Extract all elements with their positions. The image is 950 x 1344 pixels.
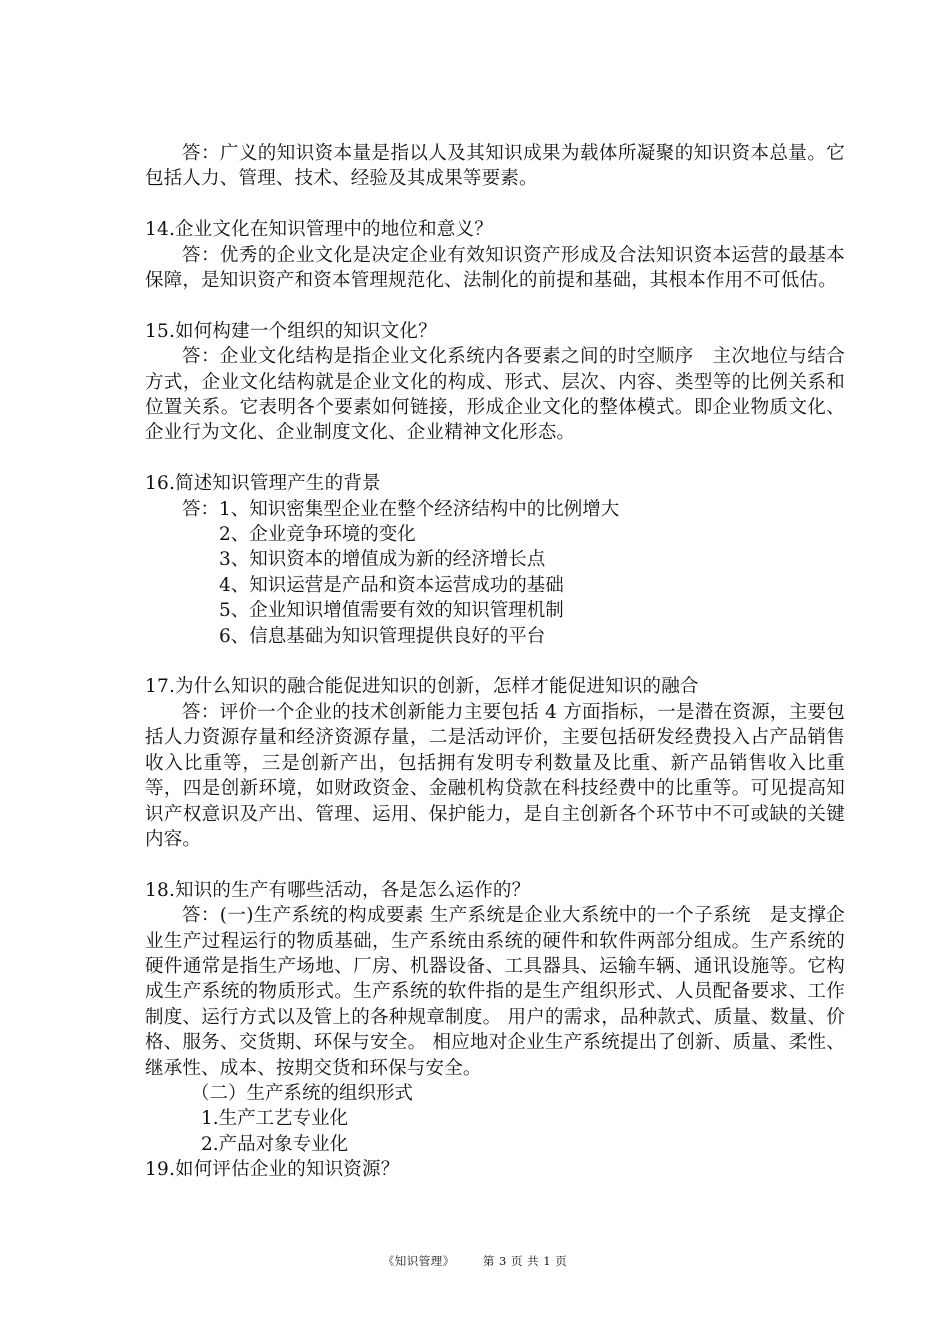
answer-17: 答：评价一个企业的技术创新能力主要包括 4 方面指标，一是潜在资源，主要包括人力资源存量和经济资源存量，二是活动评价，主要包括研发经费投入占产品销售收入比重等，三是创新产出，包括拥有发明专利数量及比重、新产品销售收入比重等，四是创新环境，如财政资金、金融机构贷款在科技经费中的比重等。可见提高知识产权意识及产出、管理、运用、保护能力，是自主创新各个环节中不可或缺的关键内容。 bbox=[145, 701, 845, 850]
question-18: 18.知识的生产有哪些活动，各是怎么运作的？ bbox=[145, 879, 531, 901]
spacer bbox=[145, 293, 845, 318]
answer-14: 答：优秀的企业文化是决定企业有效知识资产形成及合法知识资本运营的最基本保障，是知识资产和资本管理规范化、法制化的前提和基础，其根本作用不可低估。 bbox=[145, 244, 845, 292]
footer-doc-title: 《知识管理》 bbox=[382, 1254, 455, 1268]
answer-16-item: 5、企业知识增值需要有效的知识管理机制 bbox=[219, 600, 564, 622]
answer-15: 答：企业文化结构是指企业文化系统内各要素之间的时空顺序 主次地位与结合方式，企业文化结构就是企业文化的构成、形式、层次、内容、类型等的比例关系和位置关系。它表明各个要素如何链接，形成企业文化的整体模式。即企业物质文化、企业行为文化、企业制度文化、企业精神文化形态。 bbox=[145, 346, 845, 444]
answer-18-subitem: 2.产品对象专业化 bbox=[201, 1133, 349, 1155]
answer-18-subtitle: （二）生产系统的组织形式 bbox=[191, 1082, 414, 1104]
answer-16-item: 3、知识资本的增值成为新的经济增长点 bbox=[219, 549, 546, 571]
answer-16-item: 6、信息基础为知识管理提供良好的平台 bbox=[219, 625, 546, 647]
answer-16-item: 4、知识运营是产品和资本运营成功的基础 bbox=[219, 574, 564, 596]
question-17: 17.为什么知识的融合能促进知识的创新，怎样才能促进知识的融合 bbox=[145, 676, 699, 698]
question-16: 16.简述知识管理产生的背景 bbox=[145, 473, 381, 495]
page-footer bbox=[0, 1253, 950, 1269]
spacer bbox=[145, 192, 845, 217]
answer-18: 答：(一)生产系统的构成要素 生产系统是企业大系统中的一个子系统 是支撑企业生产过程运行的物质基础，生产系统由系统的硬件和软件两部分组成。生产系统的硬件通常是指生产场地、厂房、机器设备、工具器具、运输车辆、通讯设施等。它构成生产系统的物质形式。生产系统的软件指的是生产组织形式、人员配备要求、工作制度、运行方式以及管上的各种规章制度。 用户的需求，品种款式、质量、数量、价格、服务、交货期、环保与安全。 相应地对企业生产系统提出了创新、质量、柔性、继承性、成本、按期交货和环保与安全。 bbox=[145, 905, 845, 1079]
answer-18-subitem: 1.生产工艺专业化 bbox=[201, 1108, 349, 1130]
answer-16-item: 2、企业竞争环境的变化 bbox=[219, 524, 416, 546]
spacer bbox=[145, 852, 845, 877]
footer-page-number: 第 3 页 共 1 页 bbox=[482, 1254, 568, 1268]
question-19: 19.如何评估企业的知识资源？ bbox=[145, 1159, 400, 1181]
document-body bbox=[145, 141, 845, 1183]
spacer bbox=[145, 649, 845, 674]
spacer bbox=[145, 446, 845, 471]
answer-16-lead: 答：1、知识密集型企业在整个经济结构中的比例增大 bbox=[182, 498, 620, 520]
question-14: 14.企业文化在知识管理中的地位和意义？ bbox=[145, 219, 493, 241]
question-15: 15.如何构建一个组织的知识文化？ bbox=[145, 320, 437, 342]
answer-13: 答：广义的知识资本量是指以人及其知识成果为载体所凝聚的知识资本总量。它包括人力、管理、技术、经验及其成果等要素。 bbox=[145, 143, 845, 190]
